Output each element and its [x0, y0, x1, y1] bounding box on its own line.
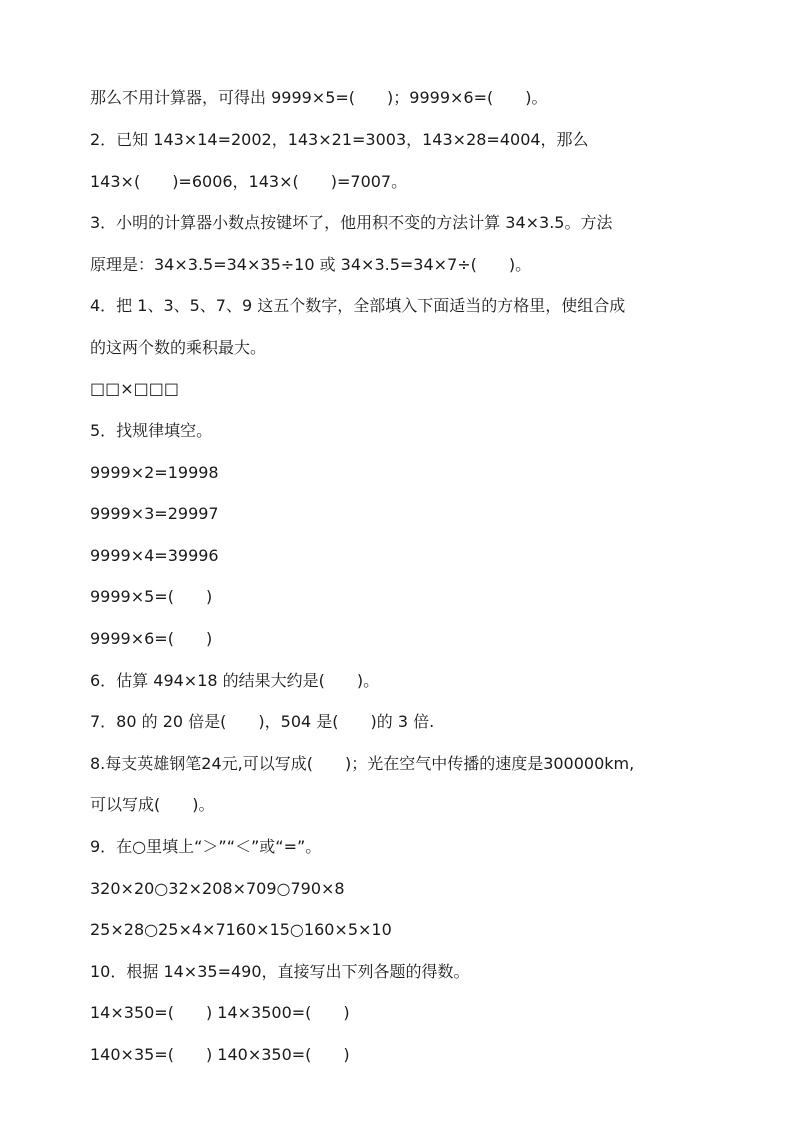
pattern-line: 9999×3=29997	[90, 504, 219, 523]
pattern-line: 9999×4=39996	[90, 546, 219, 565]
comparison-line: 25×28○25×4×7160×15○160×5×10	[90, 920, 392, 939]
answer-boxes: □□×□□□	[90, 379, 179, 398]
question-7-line: 7．80 的 20 倍是( )，504 是( )的 3 倍.	[90, 712, 435, 731]
question-9-line: 9．在○里填上“＞”“＜”或“=”。	[90, 837, 322, 856]
question-2-line: 2．已知 143×14=2002，143×21=3003，143×28=4004，那么	[90, 130, 589, 149]
comparison-line: 320×20○32×208×709○790×8	[90, 879, 345, 898]
question-4-line: 4．把 1、3、5、7、9 这五个数字，全部填入下面适当的方格里，使组合成	[90, 296, 626, 315]
calc-line: 14×350=( ) 14×3500=( )	[90, 1003, 350, 1022]
question-3-line: 3．小明的计算器小数点按键坏了，他用积不变的方法计算 34×3.5。方法	[90, 213, 613, 232]
question-6-line: 6．估算 494×18 的结果大约是( )。	[90, 671, 380, 690]
question-8-line: 8.每支英雄钢笔24元,可以写成( )；光在空气中传播的速度是300000km,	[90, 754, 635, 773]
question-5-line: 5．找规律填空。	[90, 421, 213, 440]
question-8-line: 可以写成( )。	[90, 795, 215, 814]
pattern-line: 9999×2=19998	[90, 463, 219, 482]
question-2-line: 143×( )=6006，143×( )=7007。	[90, 172, 408, 191]
question-4-line: 的这两个数的乘积最大。	[90, 338, 267, 357]
calc-line: 140×35=( ) 140×350=( )	[90, 1045, 350, 1064]
pattern-line: 9999×5=( )	[90, 587, 213, 606]
text-line: 那么不用计算器，可得出 9999×5=( )；9999×6=( )。	[90, 88, 548, 107]
question-10-line: 10．根据 14×35=490，直接写出下列各题的得数。	[90, 962, 470, 981]
pattern-line: 9999×6=( )	[90, 629, 213, 648]
question-3-line: 原理是：34×3.5=34×35÷10 或 34×3.5=34×7÷( )。	[90, 255, 532, 274]
